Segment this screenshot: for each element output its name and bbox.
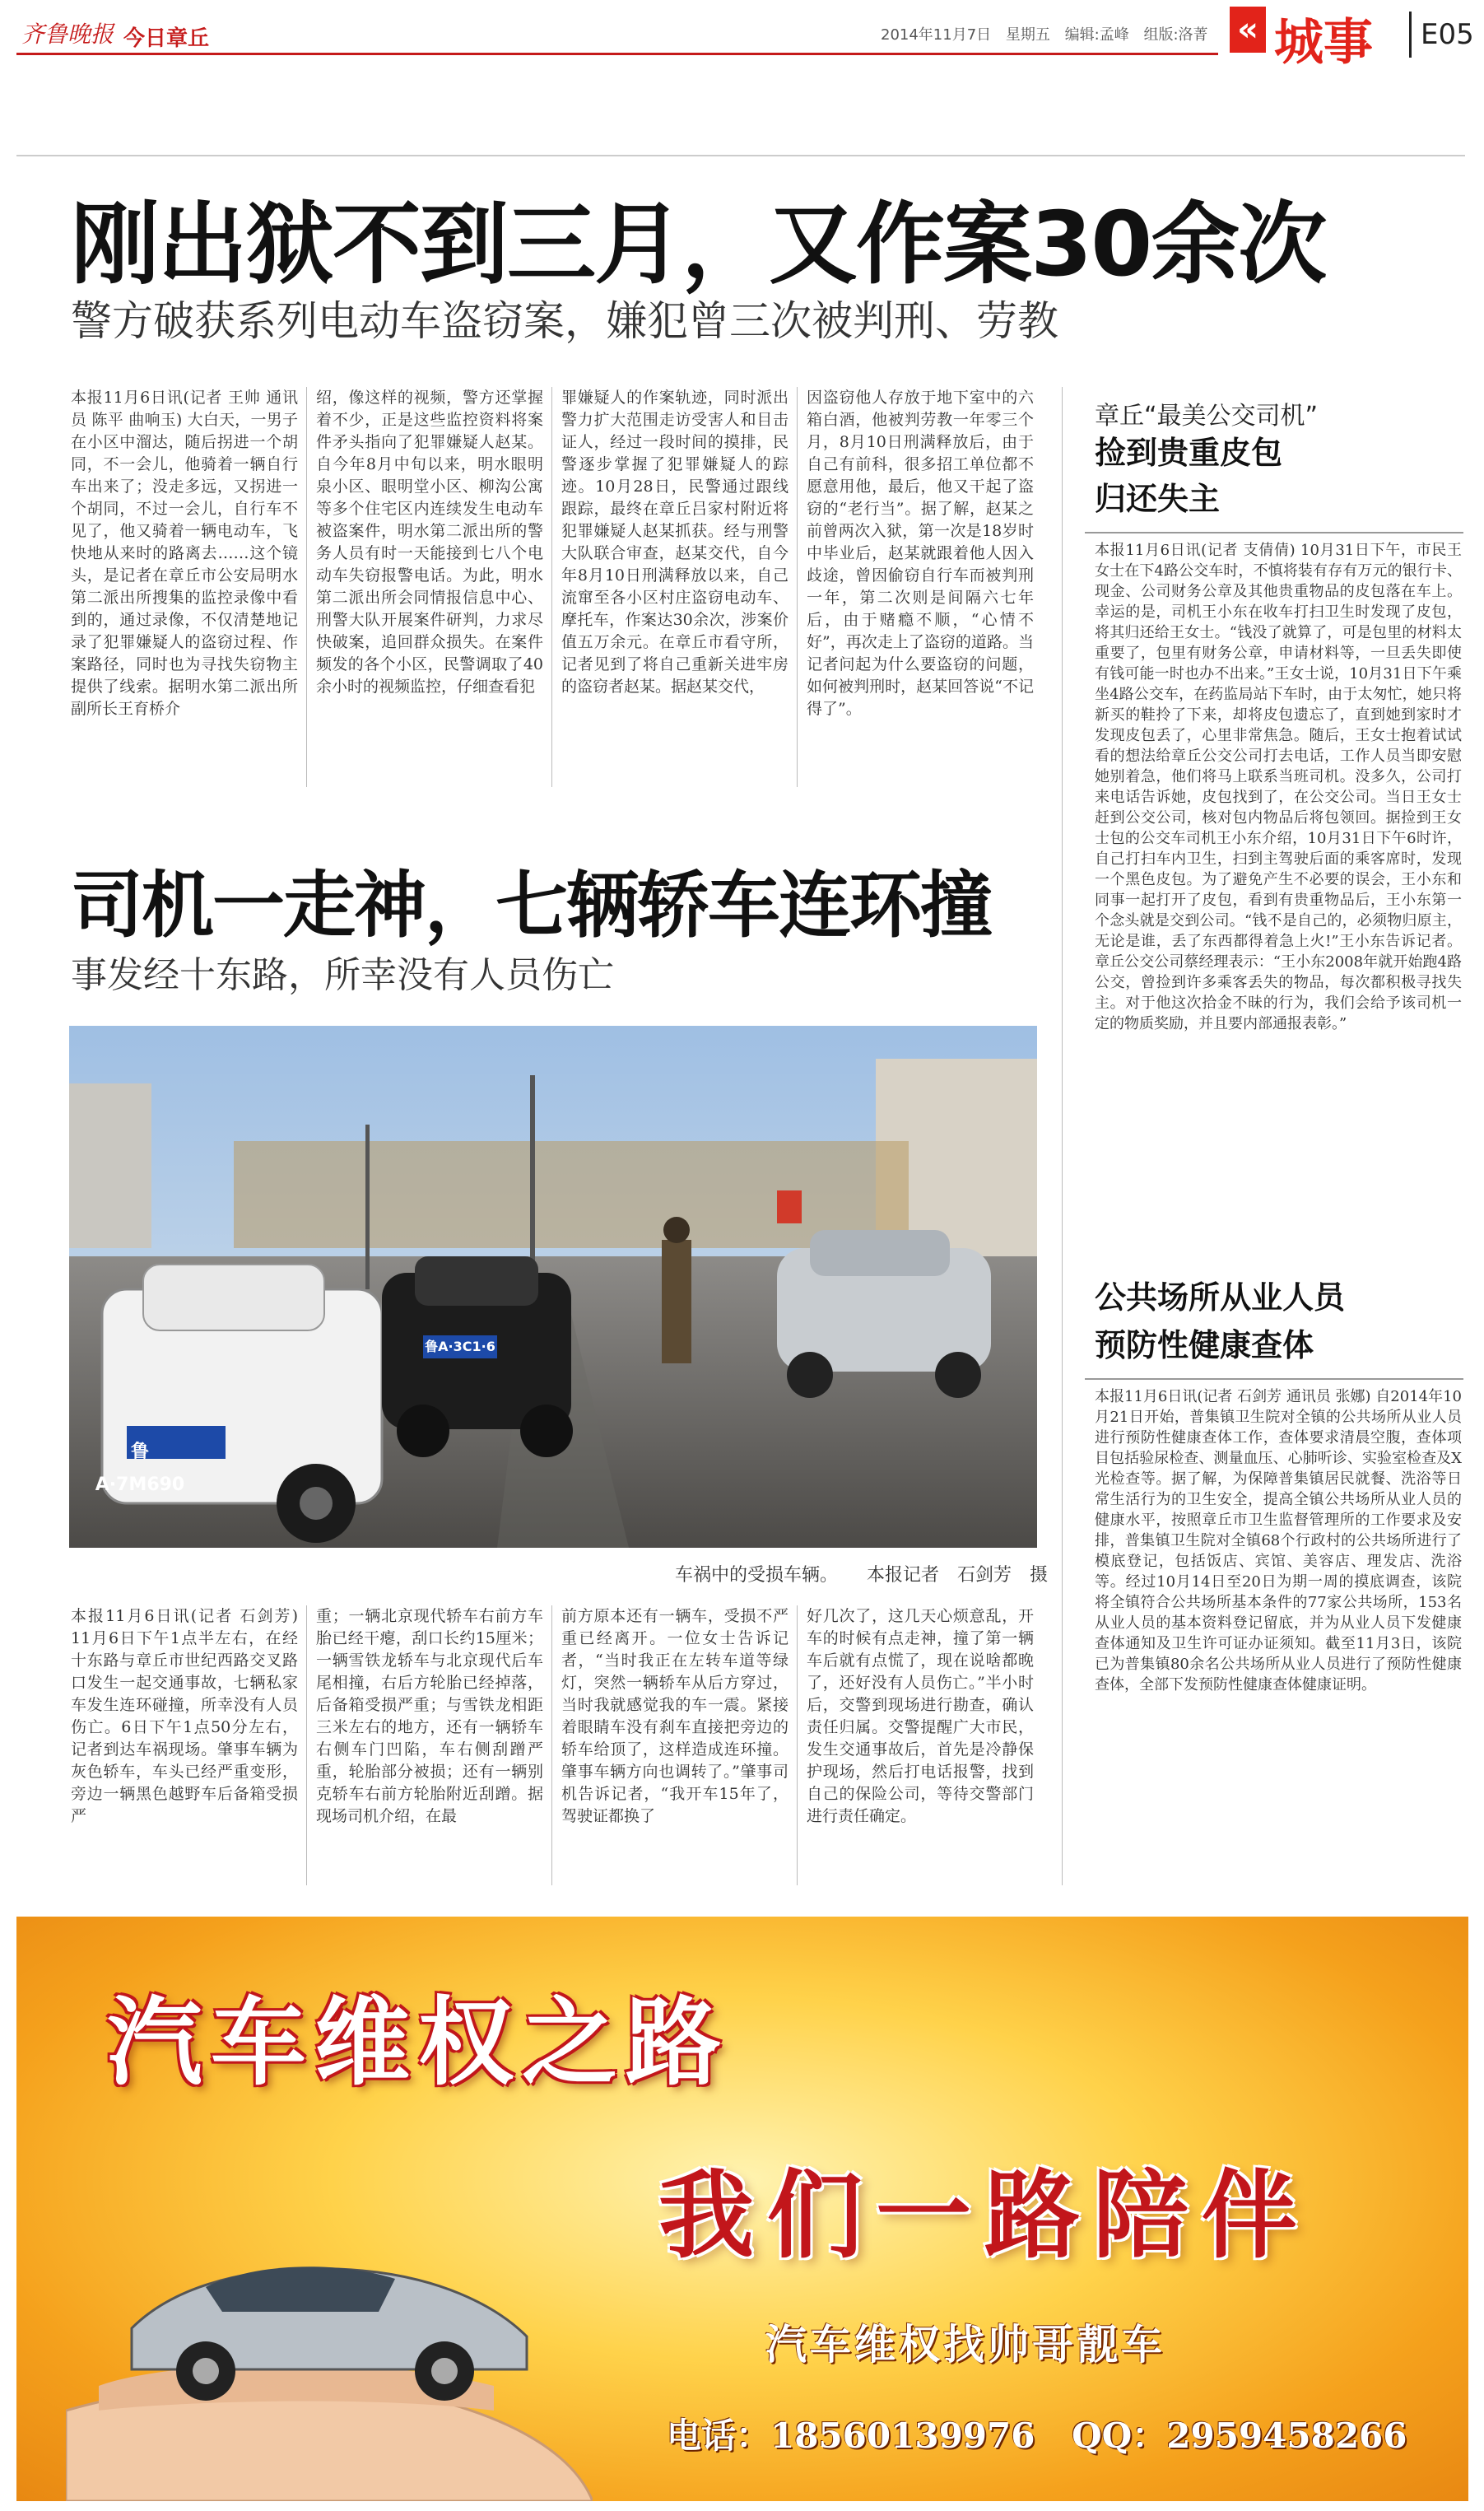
section-title: 城事 <box>1274 14 1373 72</box>
side2-title-line2: 预防性健康查体 <box>1095 1327 1314 1363</box>
paper-logo: 齐鲁晚报 <box>21 21 114 48</box>
story1-col4: 因盗窃他人存放于地下室中的六箱白酒，他被判劳教一年零三个月，8月10日刑满释放后，由于自己有前科，很多招工单位都不愿意用他，最后，他又干起了盗窃的“老行当”。据了解，赵某之前曾两次入狱，第一次是18岁时中毕业后，赵某就跟着他人因入歧途，曾因偷窃自行车而被判刑一年，第二次则是间隔六七年后，由于赌瘾不顺，“心情不好”，再次走上了盗窃的道路。当记者问起为什么要盗窃的问题，如何被判刑时，赵某回答说“不记得了”。 <box>807 389 1034 718</box>
story1-col3: 罪嫌疑人的作案轨迹，同时派出警力扩大范围走访受害人和目击证人，经过一段时间的摸排，民警逐步掌握了犯罪嫌疑人的踪迹。10月28日，民警通过跟线跟踪，最终在章丘吕家村附近将犯罪嫌疑人赵某抓获。经与刑警大队联合审查，赵某交代，自今年8月10日刑满释放以来，自己流窜至各小区村庄盗窃电动车、摩托车，作案达30余次，涉案价值五万余元。在章丘市看守所，记者见到了将自己重新关进牢房的盗窃者赵某。据赵某交代， <box>561 389 789 696</box>
ad-qq: QQ：2959458266 <box>1072 2415 1407 2456</box>
side-column-rule <box>1062 387 1063 1885</box>
section-name: 今日章丘 <box>123 26 210 51</box>
story1-col1: 本报11月6日讯(记者 王帅 通讯员 陈平 曲响玉) 大白天，一男子在小区中溜达，随后拐进一个胡同，不一会儿，他骑着一辆自行车出来了；没走多远，又拐进一个胡同，不过一会儿，自行车不见了，他又骑着一辆电动车，飞快地从来时的路离去……这个镜头，是记者在章丘市公安局明水第二派出所搜集的监控录像中看到的，通过录像，不仅清楚地记录了犯罪嫌疑人的盗窃过程、作案路径，同时也为寻找失窃物主提供了线索。据明水第二派出所副所长王育桥介 <box>71 389 298 718</box>
car-rights-advertisement <box>16 1917 1468 2501</box>
side1-kicker: 章丘“最美公交司机” <box>1095 402 1319 431</box>
ad-contact <box>667 2409 1432 2458</box>
side1-title-line2: 归还失主 <box>1095 481 1221 517</box>
story1-col2: 绍，像这样的视频，警方还掌握着不少，正是这些监控资料将案件矛头指向了犯罪嫌疑人赵某。自今年8月中旬以来，明水眼明泉小区、眼明堂小区、柳沟公寓等多个住宅区内连续发生电动车被盗案件，明水第二派出所的警务人员有时一天能接到七八个电动车失窃报警电话。为此，明水第二派出所会同情报信息中心、刑警大队开展案件研判，力求尽快破案，追回群众损失。在案件频发的各个小区，民警调取了40余小时的视频监控，仔细查看犯 <box>316 389 543 696</box>
editor-credit: 编辑:孟峰 <box>1064 26 1129 44</box>
caption-text: 车祸中的受损车辆。 <box>675 1565 839 1586</box>
ad-slogan-line3: 汽车维权找帅哥靓车 <box>765 2320 1165 2369</box>
chevron-left-icon: « <box>1230 7 1266 53</box>
photo-caption <box>675 1561 1071 1586</box>
story2-col3: 前方原本还有一辆车，受损不严重已经离开。一位女士告诉记者，“当时我正在左转车道等绿灯，突然一辆轿车从后方穿过，当时我就感觉我的车一震。紧接着眼睛车没有刹车直接把旁边的轿车给顶了，这样造成连环撞。肇事车辆方向也调转了。”肇事司机告诉记者，“我开车15年了，驾驶证都换了 <box>561 1607 789 1825</box>
column-rule <box>797 387 798 787</box>
ad-slogan-line2: 我们一路陪伴 <box>658 2159 1310 2271</box>
license-plate-white-car: 鲁A·7M690 <box>95 1442 185 1495</box>
story1-headline: 刚出狱不到三月，又作案30余次 <box>71 193 1326 296</box>
side1-rule <box>1085 532 1463 533</box>
side1-body: 本报11月6日讯(记者 支倩倩) 10月31日下午，市民王女士在下4路公交车时，不慎将装有存有万元的银行卡、现金、公司财务公章及其他贵重物品的皮包落在车上。幸运的是，司机王小东在收车打扫卫生时发现了皮包，将其归还给王女士。“钱没了就算了，可是包里的材料太重要了，包里有财务公章，申请材料等，一旦丢失即使有钱可能一时也办不出来。”王女士说，10月31日下午乘坐4路公交车，在药监局站下车时，由于太匆忙，她只将新买的鞋拎了下来，却将皮包遗忘了，直到她到家时才发现皮包丢了，心里非常焦急。随后，王女士抱着试试看的想法给章丘公交公司打去电话，工作人员当即安慰她别着急，他们将马上联系当班司机。没多久，公司打来电话告诉她，皮包找到了，在公交公司。当日王女士赶到公交公司，核对包内物品后将包领回。据捡到王女士包的公交车司机王小东介绍，10月31日下午6时许，自己打扫车内卫生，扫到主驾驶后面的乘客席时，发现一个黑色皮包。为了避免产生不必要的误会，王小东和同事一起打开了皮包，看到有贵重物品后，王小东第一个念头就是交到公司。“钱不是自己的，必须物归原主，无论是谁，丢了东西都得着急上火!”王小东告诉记者。章丘公交公司蔡经理表示：“王小东2008年就开始跑4路公交，曾捡到许多乘客丢失的物品，每次都积极寻找失主。对于他这次拾金不昧的行为，我们会给予该司机一定的物质奖励，并且要内部通报表彰。” <box>1095 542 1462 1032</box>
side1-title-line1: 捡到贵重皮包 <box>1095 435 1283 471</box>
masthead-rule <box>16 53 1218 55</box>
story2-col2: 重；一辆北京现代轿车右前方车胎已经干瘪，刮口长约15厘米；一辆雪铁龙轿车与北京现代后车尾相撞，右后方轮胎已经掉落，后备箱受损严重；与雪铁龙相距三米左右的地方，还有一辆轿车右侧车门凹陷，车右侧刮蹭严重，轮胎部分被损；还有一辆别克轿车右前方轮胎附近刮蹭。据现场司机介绍，在最 <box>316 1607 543 1825</box>
column-rule <box>306 1605 307 1885</box>
story2-col4: 好几次了，这几天心烦意乱，开车的时候有点走神，撞了第一辆车后就有点慌了，现在说啥都晚了，还好没有人员伤亡。”半小时后，交警到现场进行勘查，确认责任归属。交警提醒广大市民，发生交通事故后，首先是冷静保护现场，然后打电话报警，找到自己的保险公司，等待交警部门进行责任确定。 <box>807 1607 1034 1825</box>
license-plate-black-car: 鲁A·3C1·6 <box>425 1339 495 1354</box>
issue-meta <box>881 23 1218 44</box>
story2-headline: 司机一走神，七辆轿车连环撞 <box>71 863 992 948</box>
car-in-hand-illustration <box>66 2164 593 2501</box>
story2-subhead: 事发经十东路，所幸没有人员伤亡 <box>71 954 614 996</box>
issue-date: 2014年11月7日 <box>881 26 992 44</box>
header-divider <box>1409 12 1412 58</box>
ad-phone: 电话：18560139976 <box>667 2415 1035 2456</box>
issue-weekday: 星期五 <box>1005 26 1050 44</box>
column-rule <box>551 387 552 787</box>
accident-photo <box>69 1026 1037 1548</box>
accident-photo-illustration <box>69 1026 1037 1548</box>
ad-slogan-line1: 汽车维权之路 <box>107 1987 729 2099</box>
top-rule <box>16 155 1465 156</box>
layout-credit: 组版:洛菁 <box>1143 26 1208 44</box>
page-number: E05 <box>1421 18 1474 51</box>
side2-title-line1: 公共场所从业人员 <box>1095 1279 1346 1316</box>
column-rule <box>306 387 307 787</box>
story1-subhead: 警方破获系列电动车盗窃案，嫌犯曾三次被判刑、劳教 <box>71 297 1058 345</box>
story2-col1: 本报11月6日讯(记者 石剑芳) 11月6日下午1点半左右，在经十东路与章丘市世纪西路交叉路口发生一起交通事故，七辆私家车发生连环碰撞，所幸没有人员伤亡。6日下午1点50分左右，记者到达车祸现场。肇事车辆为灰色轿车，车头已经严重变形，旁边一辆黑色越野车后备箱受损严 <box>71 1607 298 1825</box>
column-rule <box>551 1605 552 1885</box>
caption-credit: 本报记者 石剑芳 摄 <box>867 1565 1049 1586</box>
column-rule <box>797 1605 798 1885</box>
side2-body: 本报11月6日讯(记者 石剑芳 通讯员 张娜) 自2014年10月21日开始，普集镇卫生院对全镇的公共场所从业人员进行预防性健康查体工作，查体要求清晨空腹，查体项目包括验尿检查、测量血压、心肺听诊、实验室检查及X光检查等。据了解，为保障普集镇居民就餐、洗浴等日常生活行为的卫生安全，提高全镇公共场所从业人员的健康水平，按照章丘市卫生监督管理所的工作要求及安排，普集镇卫生院对全镇68个行政村的公共场所进行了模底登记，包括饭店、宾馆、美容店、理发店、洗浴等。经过10月14日至20日为期一周的摸底调查，该院将全镇符合公共场所基本条件的77家公共场所，153名从业人员的基本资料登记留底，并为从业人员下发健康查体通知及卫生许可证办证须知。截至11月3日，该院已为普集镇80余名公共场所从业人员进行了预防性健康查体，全部下发预防性健康查体健康证明。 <box>1095 1388 1462 1693</box>
side2-rule <box>1085 1378 1463 1380</box>
